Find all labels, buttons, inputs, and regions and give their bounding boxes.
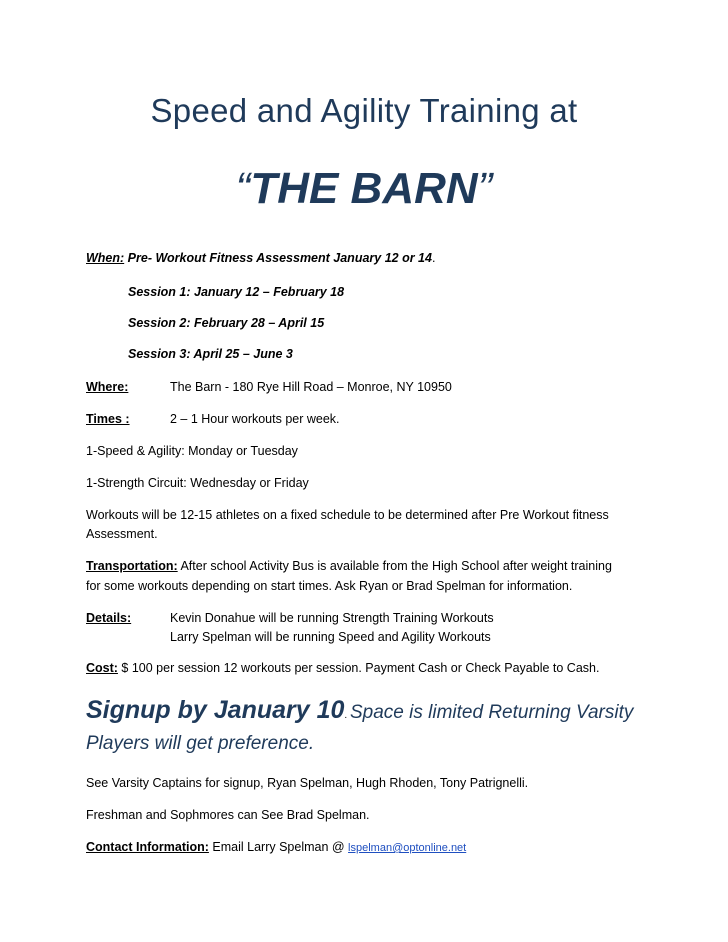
where-text: The Barn - 180 Rye Hill Road – Monroe, NY 10950 xyxy=(170,380,452,394)
transportation-line-2: for some workouts depending on start times. Ask Ryan or Brad Spelman for information. xyxy=(86,579,573,593)
details-text-1: Kevin Donahue will be running Strength Training Workouts xyxy=(170,611,494,625)
cost-label: Cost: xyxy=(86,661,118,675)
contact-label: Contact Information: xyxy=(86,840,209,854)
when-line xyxy=(86,250,435,267)
workouts-line-2: Assessment. xyxy=(86,527,158,541)
title-line-1: Speed and Agility Training at xyxy=(150,92,578,129)
barn-name: THE BARN xyxy=(250,164,478,213)
workouts-line-1: Workouts will be 12-15 athletes on a fixed schedule to be determined after Pre Workout fitness xyxy=(86,508,609,522)
email-link[interactable]: lspelman@optonline.net xyxy=(348,842,467,854)
times-line xyxy=(86,411,340,428)
title-line-2 xyxy=(0,164,728,214)
when-text: Pre- Workout Fitness Assessment January 12 or 14 xyxy=(124,251,432,265)
transportation-text: After school Activity Bus is available from the High School after weight training xyxy=(177,559,612,573)
cost-text: $ 100 per session 12 workouts per session. Payment Cash or Check Payable to Cash. xyxy=(117,661,600,675)
open-quote: “ xyxy=(235,164,251,213)
session-3: Session 3: April 25 – June 3 xyxy=(128,347,293,361)
signup-deadline: Signup by January 10 xyxy=(86,696,345,724)
signup-space-note: Space is limited Returning Varsity xyxy=(349,702,634,723)
times-text: 2 – 1 Hour workouts per week. xyxy=(170,412,340,426)
details-label: Details: xyxy=(86,611,132,625)
where-label: Where: xyxy=(86,380,129,394)
when-period: . xyxy=(431,251,436,265)
signup-line-1 xyxy=(86,696,633,725)
captains-line: See Varsity Captains for signup, Ryan Spelman, Hugh Rhoden, Tony Patrignelli. xyxy=(86,776,529,790)
contact-line xyxy=(86,839,466,857)
cost-line xyxy=(86,660,599,677)
when-label: When: xyxy=(86,251,125,265)
times-label: Times : xyxy=(86,412,130,426)
strength-line: 1-Strength Circuit: Wednesday or Friday xyxy=(86,476,309,490)
transportation-line-1 xyxy=(86,558,612,575)
transportation-label: Transportation: xyxy=(86,559,178,573)
details-text-2: Larry Spelman will be running Speed and Agility Workouts xyxy=(170,630,491,644)
session-1: Session 1: January 12 – February 18 xyxy=(128,285,345,299)
speed-line: 1-Speed & Agility: Monday or Tuesday xyxy=(86,444,298,458)
signup-line-2: Players will get preference. xyxy=(86,733,315,754)
details-line-1 xyxy=(86,610,494,627)
freshman-line: Freshman and Sophmores can See Brad Spelman. xyxy=(86,808,370,822)
session-2: Session 2: February 28 – April 15 xyxy=(128,316,325,330)
close-quote: ” xyxy=(477,164,493,213)
contact-text: Email Larry Spelman @ xyxy=(208,840,349,854)
where-line xyxy=(86,379,452,396)
signup-period: . xyxy=(344,710,350,721)
